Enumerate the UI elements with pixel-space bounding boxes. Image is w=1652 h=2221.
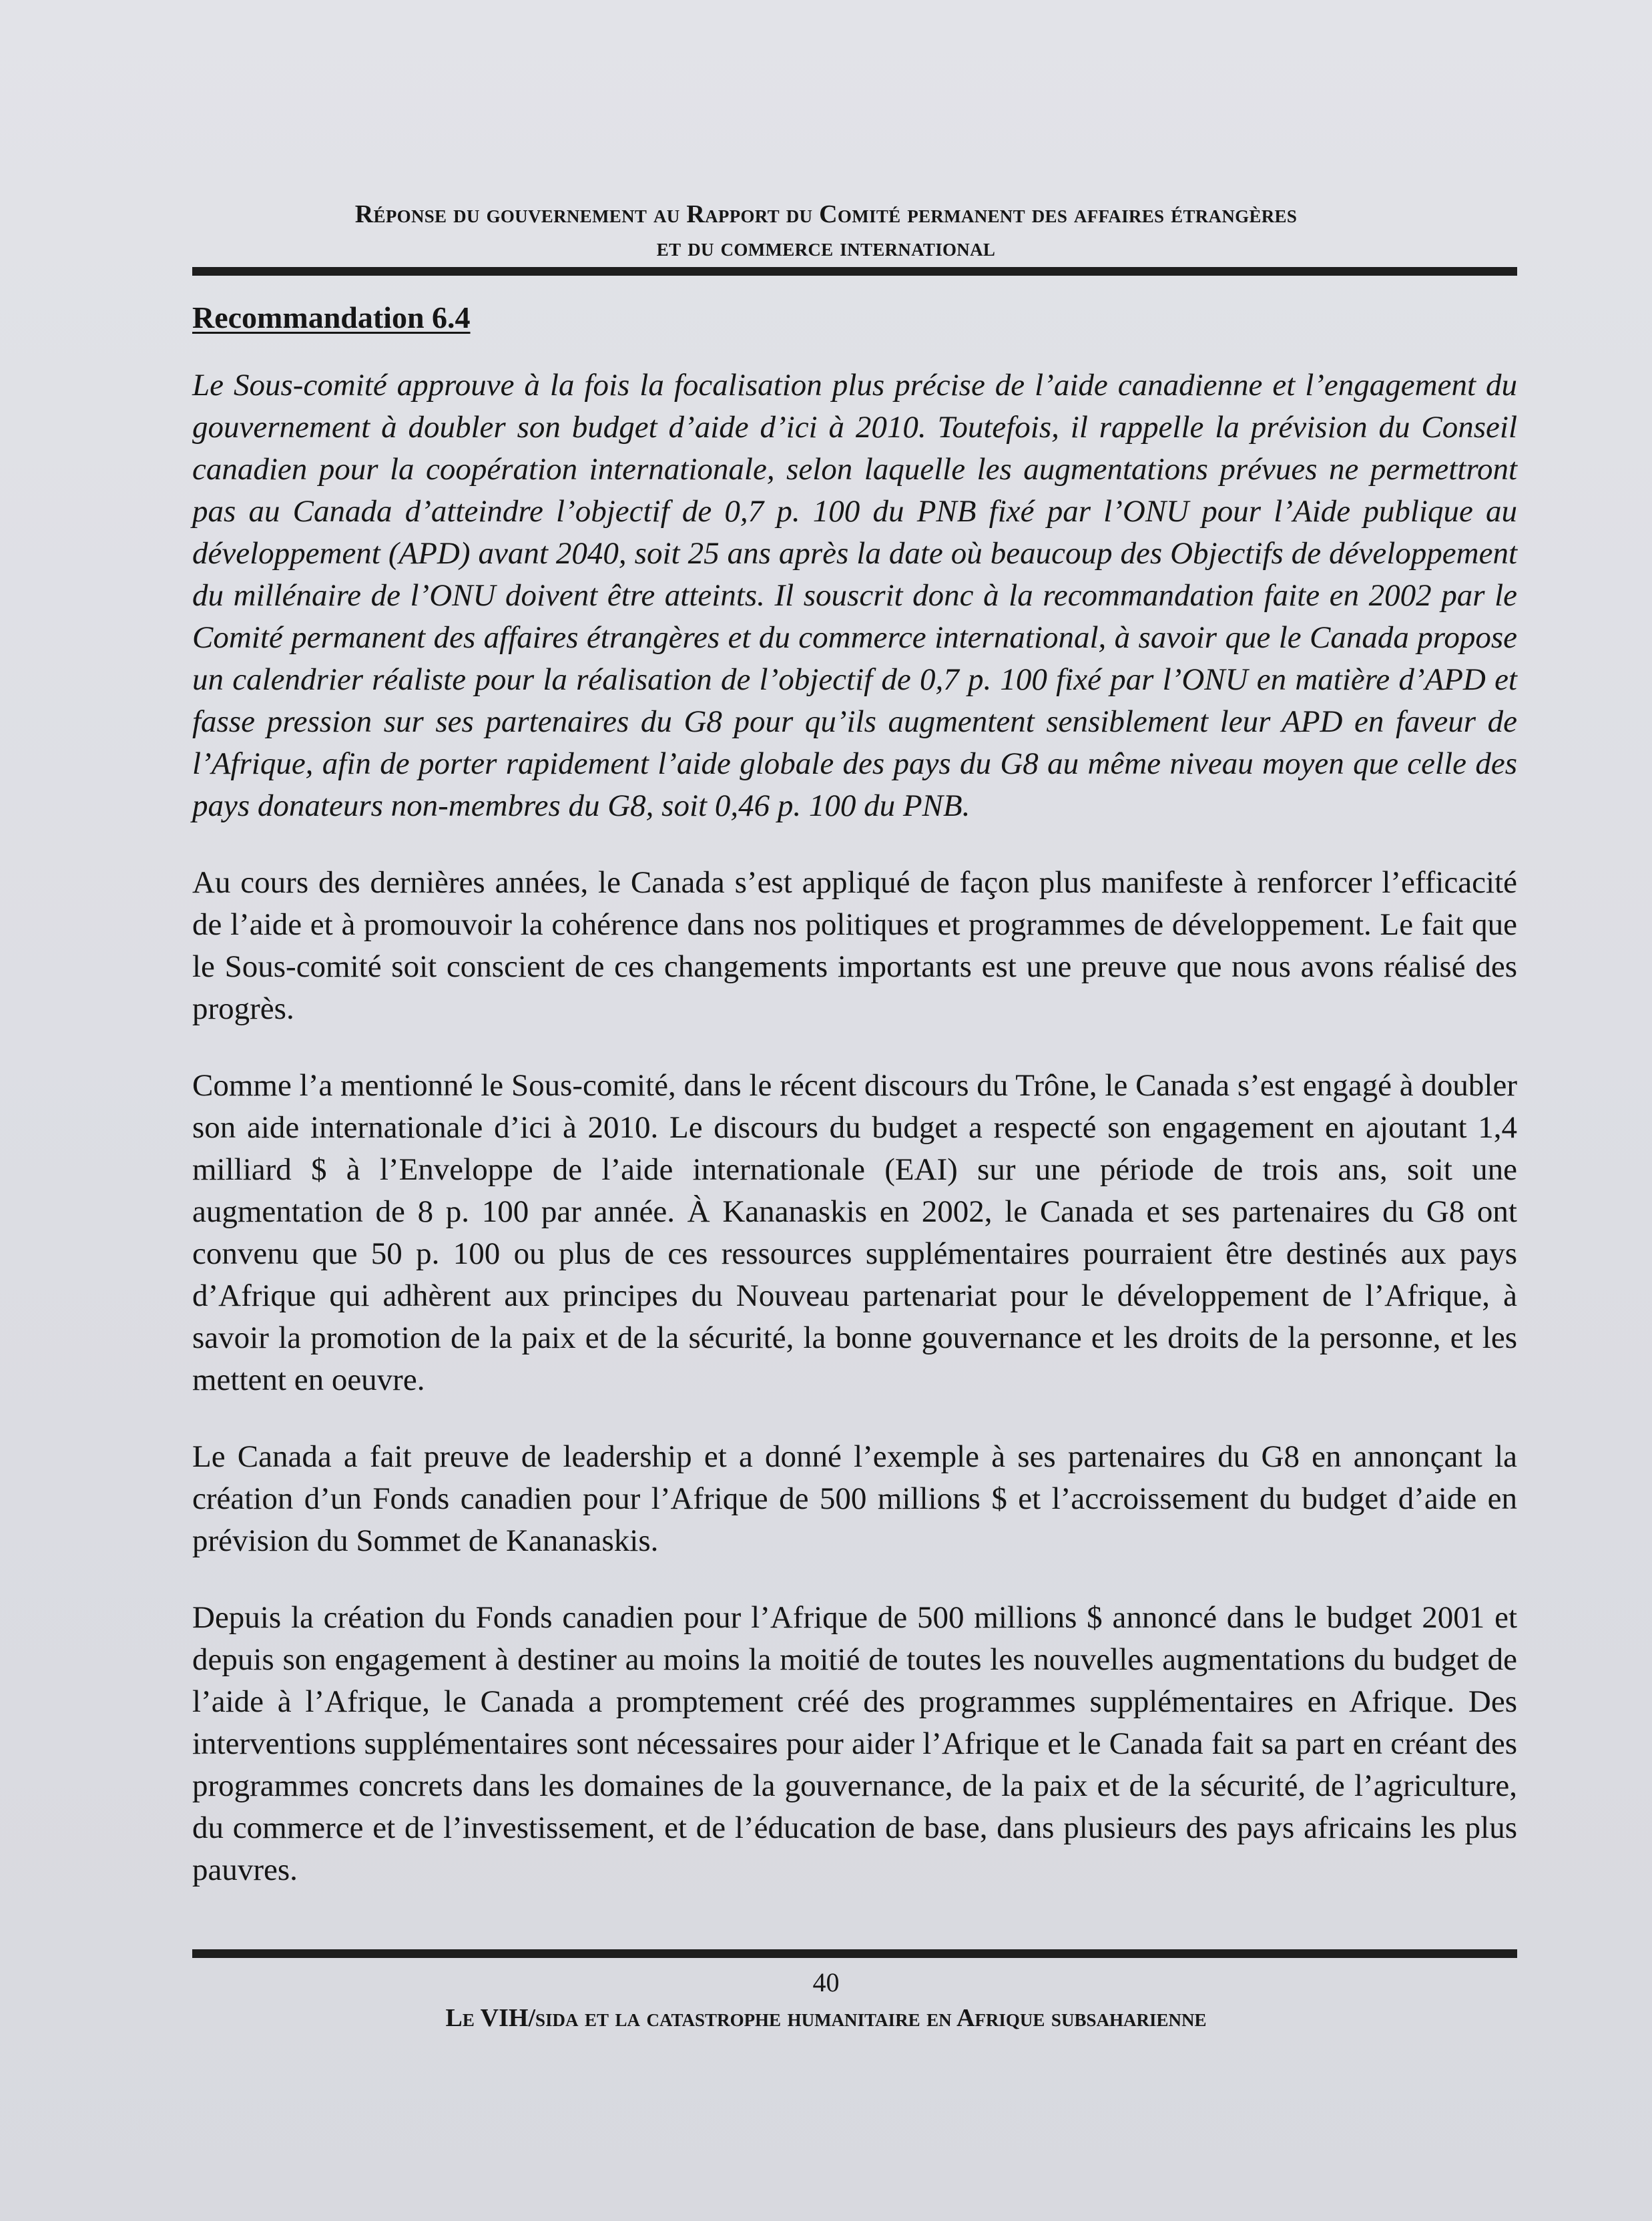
body-paragraph-4: Depuis la création du Fonds canadien pour l’Afrique de 500 millions $ annoncé dans le budget 2001 et depuis son engagement à destiner au moins la moitié de toutes les nouvelles augmentations du budget de l’aide à l’Afrique, le Canada a promptement créé des programmes supplémentaires en Afrique. Des interventions supplémentaires sont nécessaires pour aider l’Afrique et le Canada fait sa part en créant des programmes concrets dans les domaines de la gouvernance, de la paix et de la sécurité, de l’agriculture, du commerce et de l’investissement, et de l’éducation de base, dans plusieurs des pays africains les plus pauvres.	[192, 1600, 1517, 1887]
page-number: 40	[812, 1967, 840, 1997]
header-line-1: Réponse du gouvernement au Rapport du Comité permanent des affaires étrangères	[354, 200, 1298, 228]
recommendation-text: Le Sous-comité approuve à la fois la focalisation plus précise de l’aide canadienne et l’engagement du gouvernement à doubler son budget d’aide d’ici à 2010. Toutefois, il rappelle la prévision du Conseil canadien pour la coopération internationale, selon laquelle les augmentations prévues ne permettront pas au Canada d’atteindre l’objectif de 0,7 p. 100 du PNB fixé par l’ONU pour l’Aide publique au développement (APD) avant 2040, soit 25 ans après la date où beaucoup des Objectifs de développement du millénaire de l’ONU doivent être atteints. Il souscrit donc à la recommandation faite en 2002 par le Comité permanent des affaires étrangères et du commerce international, à savoir que le Canada propose un calendrier réaliste pour la réalisation de l’objectif de 0,7 p. 100 fixé par l’ONU en matière d’APD et fasse pression sur ses partenaires du G8 pour qu’ils augmentent sensiblement leur APD en faveur de l’Afrique, afin de porter rapidement l’aide globale des pays du G8 au même niveau moyen que celle des pays donateurs non-membres du G8, soit 0,46 p. 100 du PNB.	[192, 368, 1517, 823]
body-paragraph-3: Le Canada a fait preuve de leadership et a donné l’exemple à ses partenaires du G8 en annonçant la création d’un Fonds canadien pour l’Afrique de 500 millions $ et l’accroissement du budget d’aide en prévision du Sommet de Kananaskis.	[192, 1439, 1517, 1558]
footer-rule	[192, 1949, 1517, 1958]
running-header	[133, 198, 1519, 264]
header-line-2: et du commerce international	[656, 234, 996, 262]
body-paragraph-1: Au cours des dernières années, le Canada s’est appliqué de façon plus manifeste à renforcer l’efficacité de l’aide et à promouvoir la cohérence dans nos politiques et programmes de développement. Le fait que le Sous-comité soit conscient de ces changements importants est une preuve que nous avons réalisé des progrès.	[192, 865, 1517, 1026]
running-footer: Le VIH/sida et la catastrophe humanitaire en Afrique subsaharienne	[445, 2004, 1207, 2032]
body-paragraph-2: Comme l’a mentionné le Sous-comité, dans le récent discours du Trône, le Canada s’est engagé à doubler son aide internationale d’ici à 2010. Le discours du budget a respecté son engagement en ajoutant 1,4 milliard $ à l’Enveloppe de l’aide internationale (EAI) sur une période de trois ans, soit une augmentation de 8 p. 100 par année. À Kananaskis en 2002, le Canada et ses partenaires du G8 ont convenu que 50 p. 100 ou plus de ces ressources supplémentaires pourraient être destinés aux pays d’Afrique qui adhèrent aux principes du Nouveau partenariat pour le développement de l’Afrique, à savoir la promotion de la paix et de la sécurité, la bonne gouvernance et les droits de la personne, et les mettent en oeuvre.	[192, 1068, 1517, 1397]
recommendation-title: Recommandation 6.4	[192, 300, 471, 334]
page-content	[192, 298, 1517, 1926]
header-rule	[192, 267, 1517, 276]
